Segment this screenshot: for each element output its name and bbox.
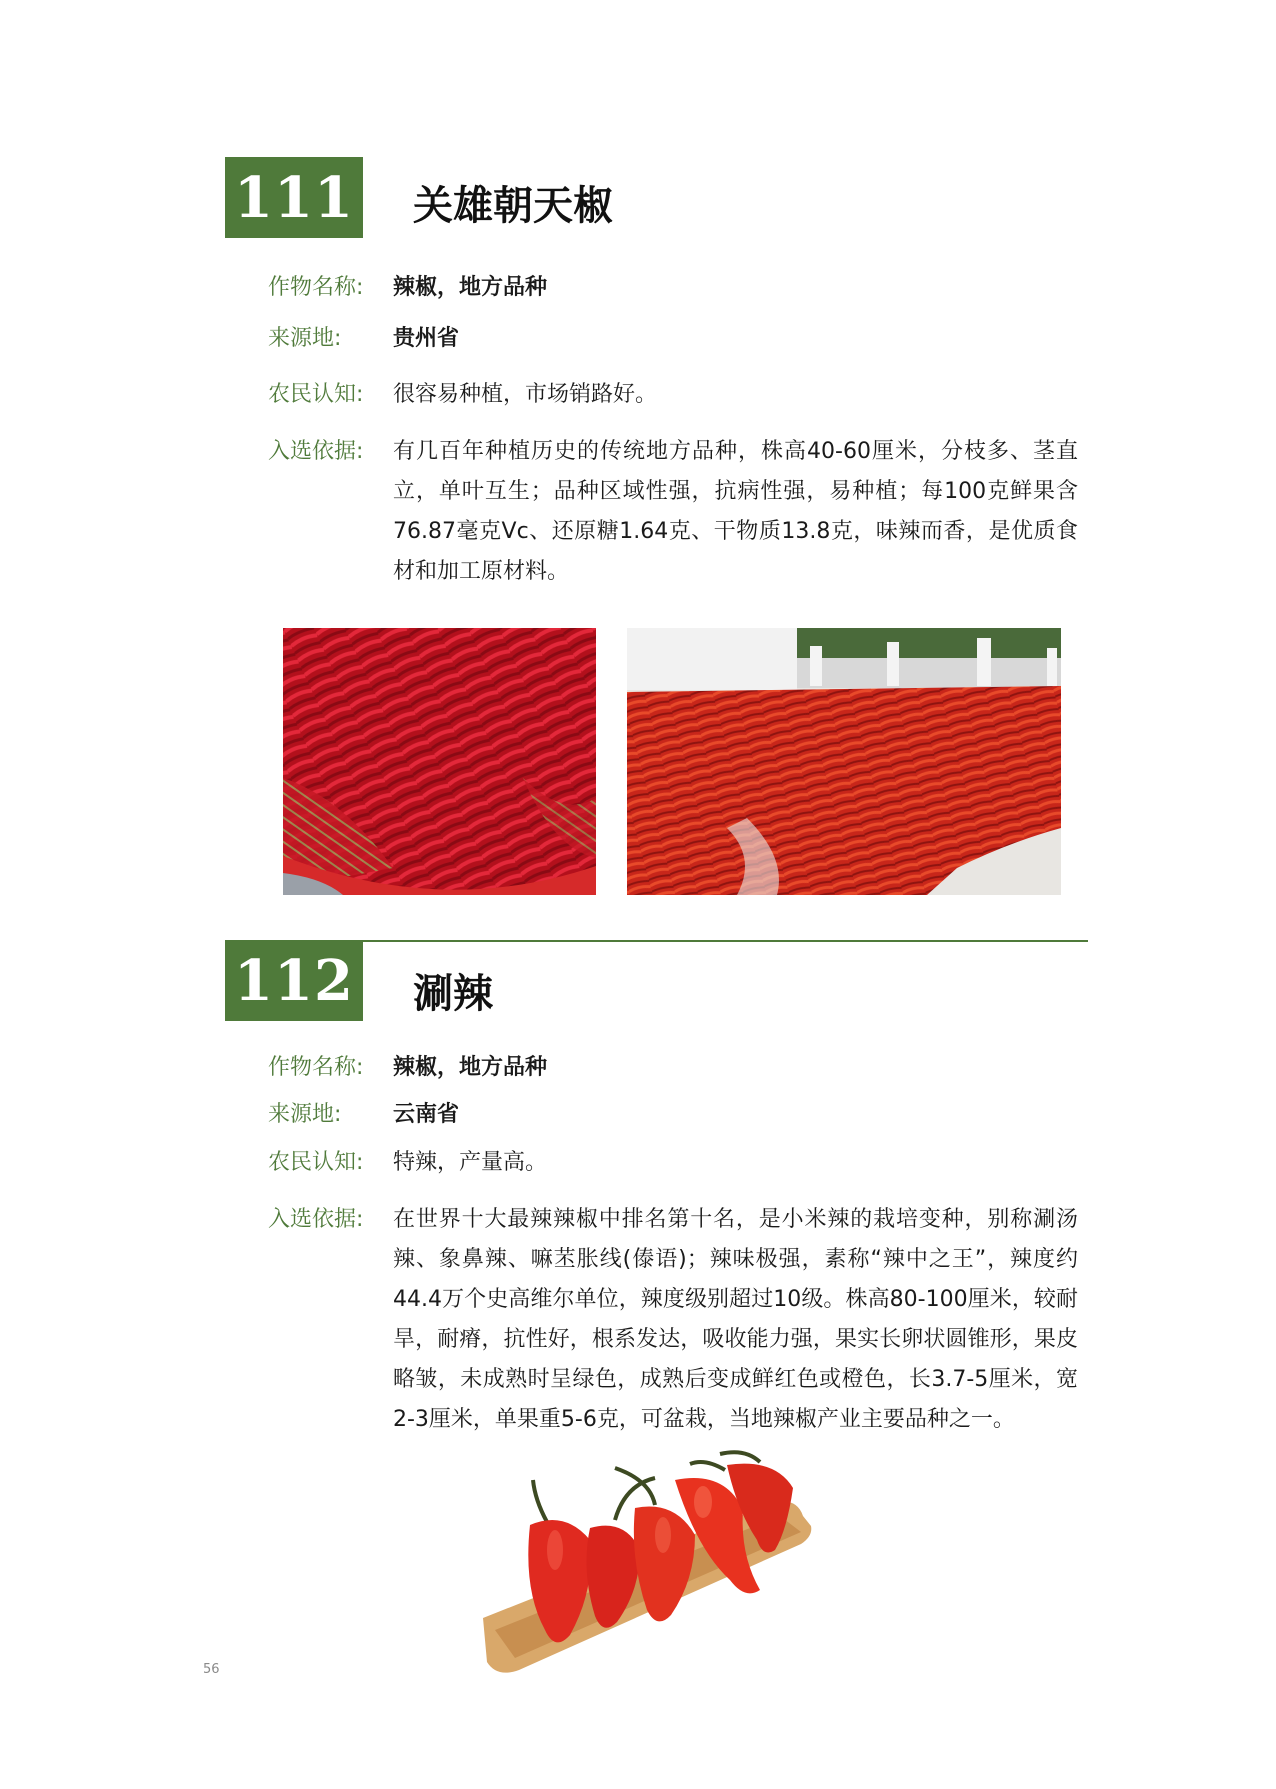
farmer-view-label: 农民认知: (268, 1150, 364, 1175)
reason-row (268, 432, 1078, 592)
reason-value: 在世界十大最辣辣椒中排名第十名，是小米辣的栽培变种，别称涮汤辣、象鼻辣、嘛苤胀线(傣语)；辣味极强，素称“辣中之王”，辣度约44.4万个史高维尔单位，辣度级别超过10级。株高80-100厘米，较耐旱，耐瘠，抗性好，根系发达，吸收能力强，果实长卵状圆锥形，果皮略皱，未成熟时呈绿色，成熟后变成鲜红色或橙色，长3.7-5厘米，宽2-3厘米，单果重5-6克，可盆栽，当地辣椒产业主要品种之一。 (393, 1207, 1078, 1432)
farmer-view-label: 农民认知: (268, 382, 364, 407)
crop-name-value: 辣椒，地方品种 (393, 1055, 548, 1080)
dried-chili-pile-photo (283, 628, 596, 895)
entry-number: 111 (234, 164, 354, 231)
chili-peppers-tray-photo (475, 1440, 815, 1678)
chili-drying-field-photo (627, 628, 1061, 895)
crop-name-label: 作物名称: (268, 275, 364, 300)
entry-number-badge (225, 157, 363, 238)
crop-name-value: 辣椒，地方品种 (393, 275, 548, 300)
crop-name-label: 作物名称: (268, 1055, 364, 1080)
origin-label: 来源地: (268, 326, 342, 351)
origin-label: 来源地: (268, 1102, 342, 1127)
reason-value: 有几百年种植历史的传统地方品种，株高40-60厘米，分枝多、茎直立，单叶互生；品种区域性强，抗病性强，易种植；每100克鲜果含76.87毫克Vc、还原糖1.64克、干物质13.8克，味辣而香，是优质食材和加工原材料。 (393, 439, 1078, 584)
entry-number: 112 (234, 947, 354, 1014)
entry-number-badge (225, 940, 363, 1021)
entry-title: 涮辣 (413, 971, 493, 1017)
origin-value: 贵州省 (393, 326, 460, 351)
reason-label: 入选依据: (268, 1207, 364, 1232)
reason-label: 入选依据: (268, 439, 364, 464)
crop-name-row (268, 1048, 547, 1088)
farmer-view-row (268, 1143, 547, 1183)
farmer-view-value: 很容易种植，市场销路好。 (393, 382, 658, 407)
origin-value: 云南省 (393, 1102, 460, 1127)
entry-title: 关雄朝天椒 (413, 183, 613, 229)
section-divider (362, 940, 1088, 942)
origin-row (268, 1095, 459, 1135)
origin-row (268, 319, 459, 359)
farmer-view-row (268, 375, 657, 415)
page-number: 56 (203, 1662, 220, 1677)
reason-row (268, 1200, 1078, 1440)
farmer-view-value: 特辣，产量高。 (393, 1150, 548, 1175)
crop-name-row (268, 268, 547, 308)
